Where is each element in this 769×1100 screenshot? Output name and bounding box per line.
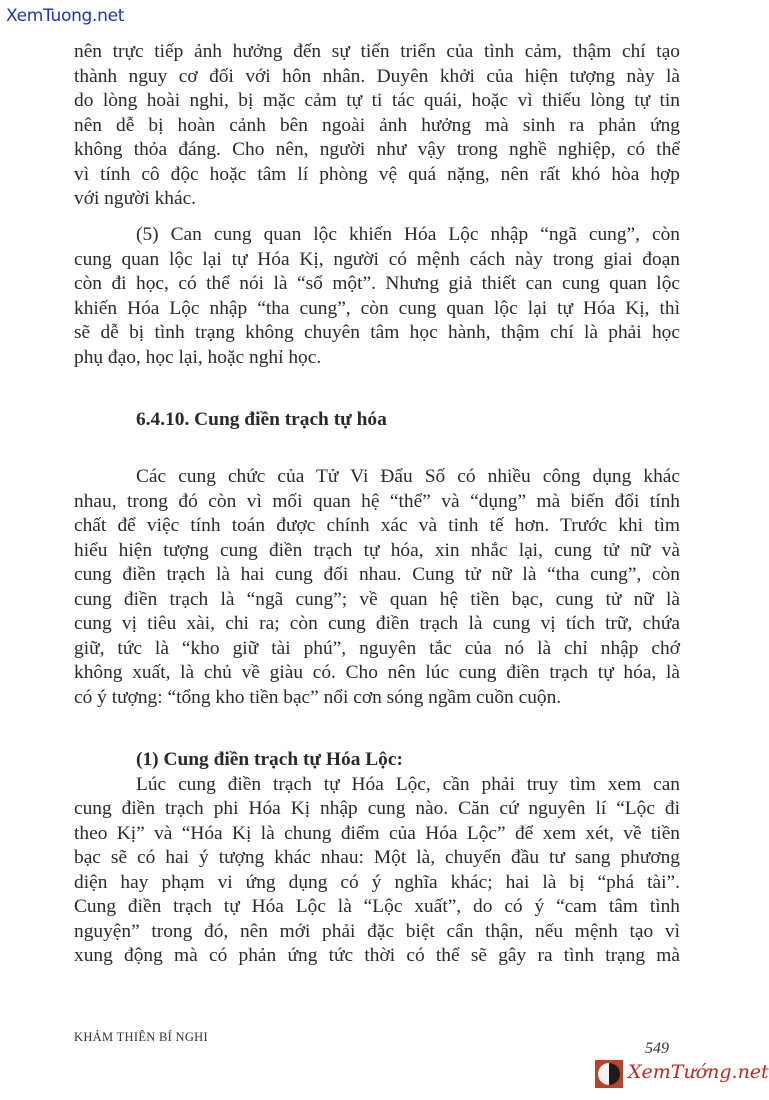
text-line: vì tính cô độc hoặc tâm lí phòng vệ quá nặng, nên rất khó hòa hợp [74, 163, 680, 185]
text-line: có ý tượng: “tổng kho tiền bạc” nổi cơn sóng ngầm cuồn cuộn. [74, 686, 562, 708]
text-line: Các cung chức của Tử Vi Đẩu Số có nhiều công dụng khác [136, 466, 680, 487]
text-line: với người khác. [74, 188, 197, 209]
text-line: do lòng hoài nghi, bị mặc cảm tự ti tác quái, hoặc vì thiếu lòng tự tin [74, 90, 680, 111]
text-line: giữ, tức là “kho giữ tài phú”, nguyên tắc của nó là chỉ nhập chớ [74, 637, 680, 659]
text-line: cung điền trạch là “ngã cung”; về quan hệ tiền bạc, cung tử nữ là [74, 588, 680, 610]
text-line: còn đi học, có thể nói là “số một”. Nhưng giả thiết can cung quan lộc [74, 273, 680, 294]
text-line: phụ đạo, học lại, hoặc nghỉ học. [74, 346, 322, 368]
subsection-heading: (1) Cung điền trạch tự Hóa Lộc: [136, 749, 403, 770]
page-number: 549 [645, 1040, 669, 1057]
text-line: không thỏa đáng. Cho nên, người như vậy trong nghề nghiệp, có thể [74, 139, 680, 160]
yin-yang-icon [595, 1060, 623, 1088]
logo-text: XemTướng.net [628, 1061, 769, 1083]
site-watermark[interactable]: XemTuong.net [6, 6, 125, 26]
text-line: nên dễ bị hoàn cảnh bên ngoài ảnh hưởng mà sinh ra phản ứng [74, 114, 680, 136]
text-line: (5) Can cung quan lộc khiến Hóa Lộc nhập “ngã cung”, còn [136, 224, 680, 245]
text-line: cung điền trạch phi Hóa Kị nhập cung nào. Căn cứ nguyên lí “Lộc đi [74, 798, 680, 819]
text-line: Cung điền trạch tự Hóa Lộc là “Lộc xuất”, do có ý “cam tâm tình [74, 896, 680, 917]
text-line: xung động mà có phản ứng tức thời có thể sẽ gây ra tình trạng mà [74, 945, 680, 966]
text-line: bạc sẽ có hai ý tượng khác nhau: Một là, chuyển đầu tư sang phương [74, 847, 680, 868]
site-logo[interactable] [595, 1058, 769, 1092]
text-line: cung điền trạch là hai cung đối nhau. Cung tử nữ là “tha cung”, còn [74, 564, 680, 585]
running-footer-title: KHẢM THIÊN BÍ NGHI [74, 1030, 208, 1044]
text-line: thành nguy cơ đối với hôn nhân. Duyên khởi của hiện tượng này là [74, 65, 680, 87]
text-line: cung quan lộc lại tự Hóa Kị, người có mệnh cách này trong giai đoạn [74, 248, 680, 270]
text-line: cung vị tiêu xài, chi ra; còn cung điền trạch là cung vị tích trữ, chứa [74, 613, 680, 634]
text-line: không xuất, là chủ về giàu có. Cho nên lúc cung điền trạch tự hóa, là [74, 662, 680, 683]
text-line: diện hay phạm vi ứng dụng có ý nghĩa khác; hai là bị “phá tài”. [74, 871, 680, 893]
text-line: hiểu hiện tượng cung điền trạch tự hóa, xin nhắc lại, cung tử nữ và [74, 539, 680, 561]
text-line: sẽ dễ bị tình trạng không chuyên tâm học hành, thậm chí là phải học [74, 322, 680, 343]
section-heading: 6.4.10. Cung điền trạch tự hóa [136, 409, 387, 430]
text-line: nguyện” trong đó, nên mới phải đặc biệt cẩn thận, nếu mệnh tạo vì [74, 920, 680, 942]
text-line: Lúc cung điền trạch tự Hóa Lộc, cần phải truy tìm xem can [136, 773, 680, 795]
text-line: khiến Hóa Lộc nhập “tha cung”, còn cung quan lộc lại tự Hóa Kị, thì [74, 297, 680, 319]
text-line: nhau, trong đó còn vì mối quan hệ “thể” và “dụng” mà biến đổi tính [74, 490, 680, 512]
text-line: chất để việc tính toán được chính xác và tinh tế hơn. Trước khi tìm [74, 515, 680, 536]
text-line: nên trực tiếp ảnh hưởng đến sự tiến triển của tình cảm, thậm chí tạo [74, 41, 680, 62]
text-line: theo Kị” và “Hóa Kị là chung điểm của Hóa Lộc” để xem xét, về tiền [74, 822, 680, 844]
